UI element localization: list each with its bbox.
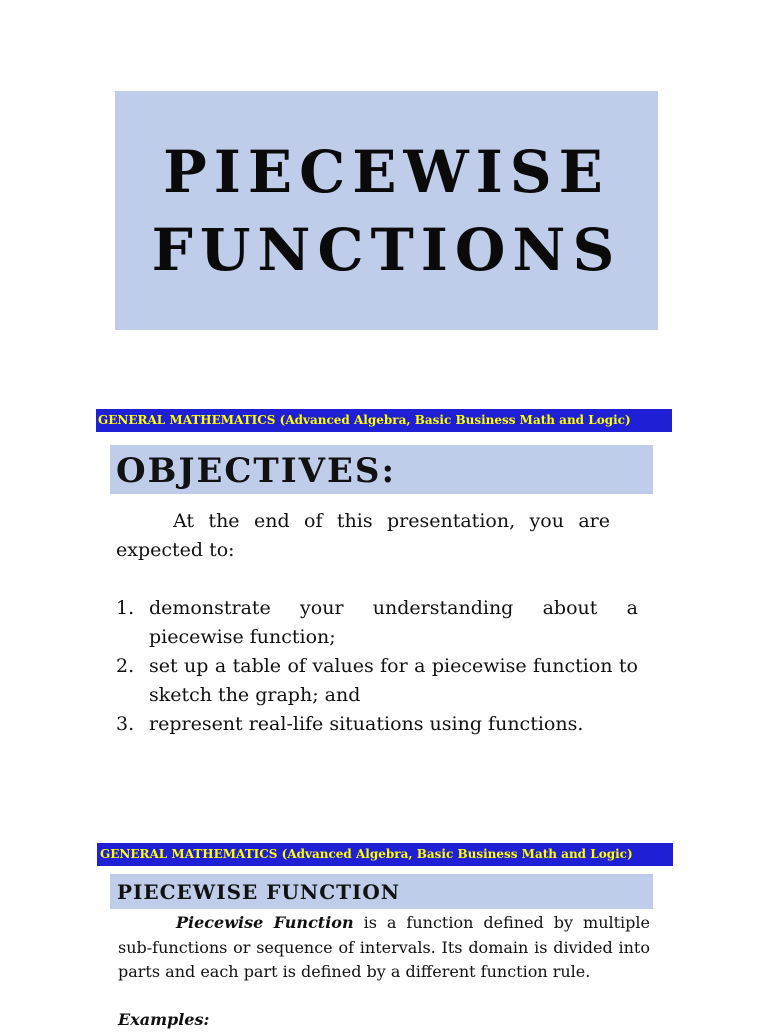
objectives-intro: At the end of this presentation, you are expected to:: [116, 510, 610, 561]
title-line-2: FUNCTIONS: [151, 215, 622, 284]
objectives-list: [116, 594, 638, 739]
title-box: [115, 91, 658, 330]
objective-text-1: demonstrate your understanding about a piecewise function;: [149, 597, 638, 648]
objectives-heading: OBJECTIVES:: [110, 445, 653, 494]
objective-number-2: 2.: [116, 655, 135, 677]
objective-item-3: [116, 710, 638, 739]
piecewise-definition: [118, 911, 650, 985]
objective-number-1: 1.: [116, 597, 135, 619]
piecewise-function-heading: PIECEWISE FUNCTION: [110, 874, 653, 909]
objective-text-3: represent real-life situations using functions.: [149, 713, 584, 735]
objective-item-1: [116, 594, 638, 652]
objective-number-3: 3.: [116, 713, 135, 735]
piecewise-definition-text: is a function defined by multiple sub-functions or sequence of intervals. Its domain is divided into parts and each part is defined by a different function rule.: [118, 913, 650, 981]
piecewise-term: Piecewise Function: [176, 913, 354, 932]
title-line-1: PIECEWISE: [163, 137, 610, 206]
course-banner-1: GENERAL MATHEMATICS (Advanced Algebra, Basic Business Math and Logic): [96, 409, 672, 432]
examples-label: Examples:: [118, 1010, 210, 1029]
objective-item-2: [116, 652, 638, 710]
objective-text-2: set up a table of values for a piecewise function to sketch the graph; and: [149, 655, 638, 706]
course-banner-2: GENERAL MATHEMATICS (Advanced Algebra, Basic Business Math and Logic): [97, 843, 673, 866]
